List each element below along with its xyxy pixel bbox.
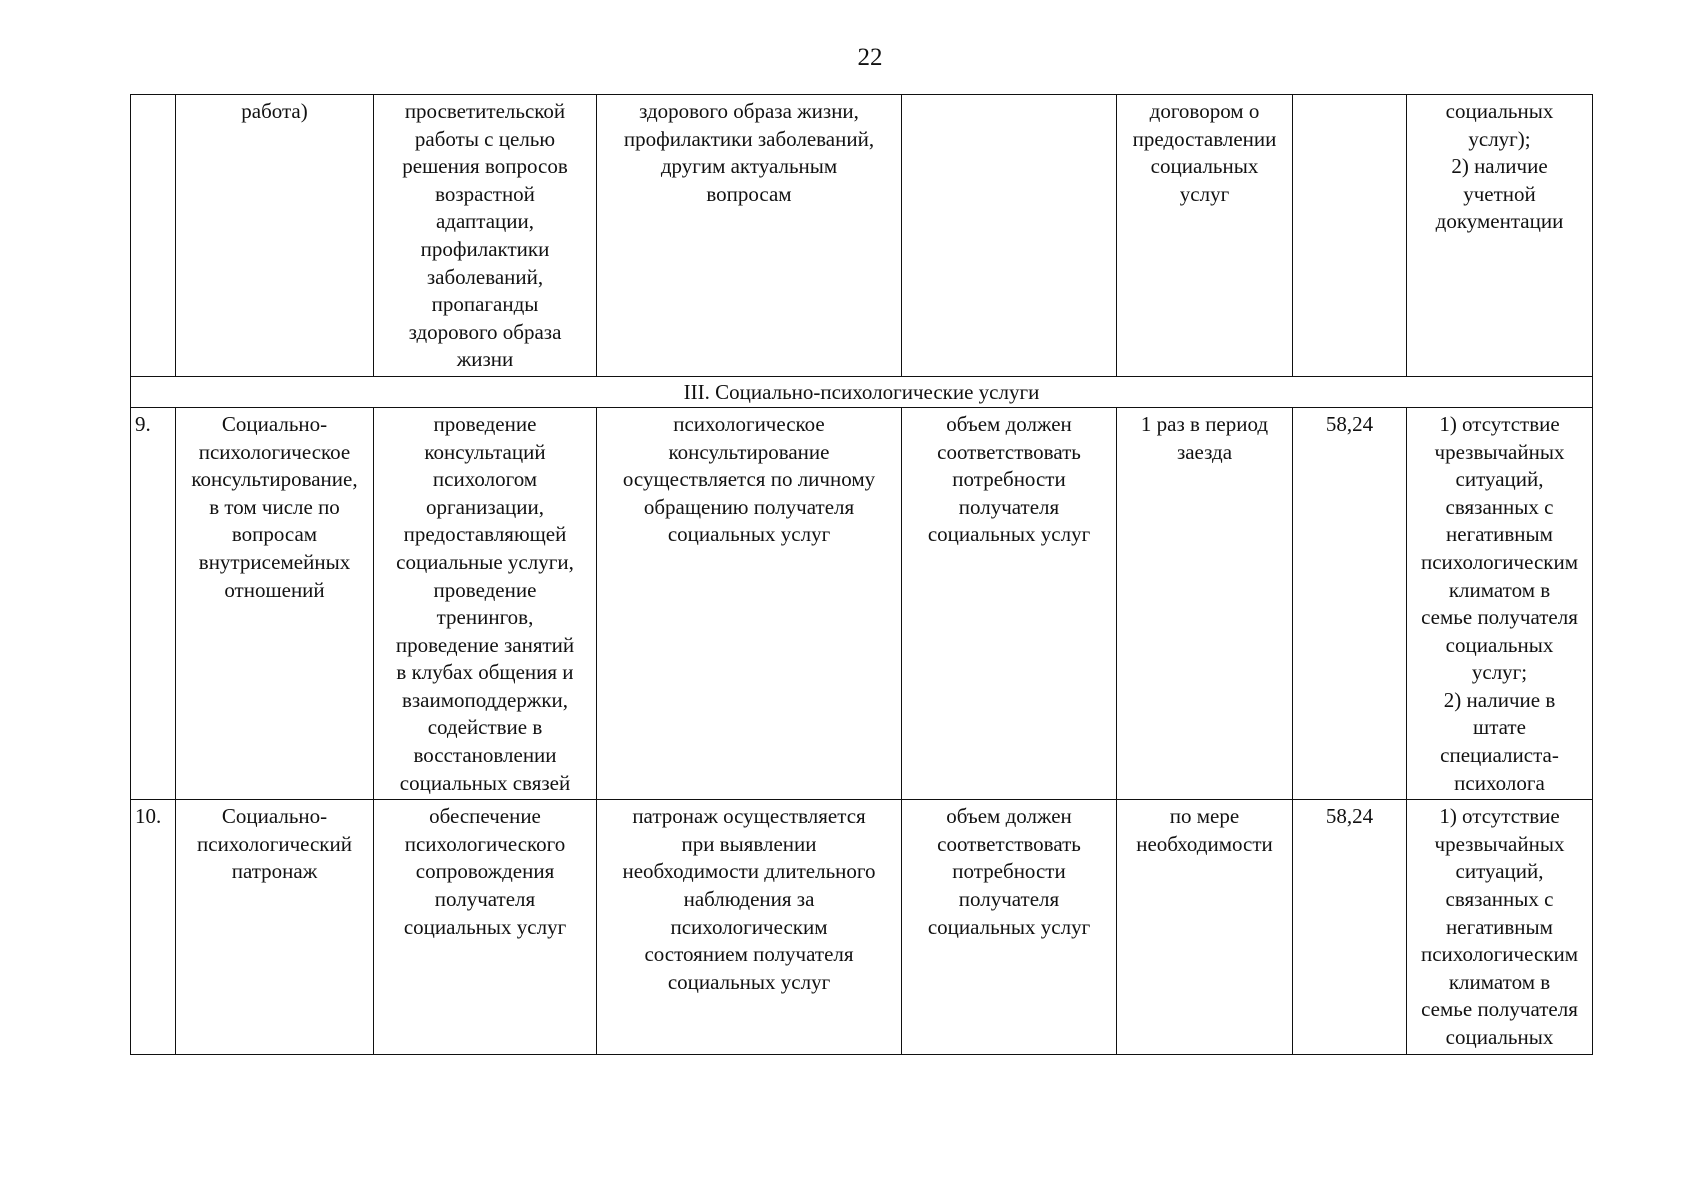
cell-service-content: обеспечение психологического сопровождения получателя социальных услуг	[374, 800, 597, 1054]
cell-number	[131, 95, 176, 377]
table-row-continuation	[131, 95, 1593, 377]
cell-service-description: патронаж осуществляется при выявлении необходимости длительного наблюдения за психологическим состоянием получателя социальных услуг	[597, 800, 902, 1054]
table-row	[131, 800, 1593, 1054]
section-title: III. Социально-психологические услуги	[131, 376, 1593, 407]
page-number: 22	[857, 44, 883, 71]
cell-service-volume: объем должен соответствовать потребности получателя социальных услуг	[902, 800, 1117, 1054]
cell-service-volume: объем должен соответствовать потребности получателя социальных услуг	[902, 407, 1117, 799]
cell-service-conditions: 1) отсутствие чрезвычайных ситуаций, связанных с негативным психологическим климатом в семье получателя социальных услуг; 2) наличие в штате специалиста- психолога	[1407, 407, 1593, 799]
cell-service-frequency: по мере необходимости	[1117, 800, 1293, 1054]
cell-service-name: работа)	[176, 95, 374, 377]
cell-service-frequency: 1 раз в период заезда	[1117, 407, 1293, 799]
cell-service-conditions: социальных услуг); 2) наличие учетной документации	[1407, 95, 1593, 377]
cell-service-price: 58,24	[1293, 407, 1407, 799]
cell-service-conditions: 1) отсутствие чрезвычайных ситуаций, связанных с негативным психологическим климатом в семье получателя социальных	[1407, 800, 1593, 1054]
cell-service-price: 58,24	[1293, 800, 1407, 1054]
cell-service-name: Социально- психологический патронаж	[176, 800, 374, 1054]
cell-service-content: проведение консультаций психологом организации, предоставляющей социальные услуги, проведение тренингов, проведение занятий в клубах общения и взаимоподдержки, содействие в восстановлении социальных связей	[374, 407, 597, 799]
services-table	[130, 94, 1593, 1055]
cell-service-name: Социально- психологическое консультирование, в том числе по вопросам внутрисемейных отношений	[176, 407, 374, 799]
cell-service-description: здорового образа жизни, профилактики заболеваний, другим актуальным вопросам	[597, 95, 902, 377]
cell-service-frequency: договором о предоставлении социальных услуг	[1117, 95, 1293, 377]
cell-number: 10.	[131, 800, 176, 1054]
cell-service-content: просветительской работы с целью решения вопросов возрастной адаптации, профилактики заболеваний, пропаганды здорового образа жизни	[374, 95, 597, 377]
cell-service-description: психологическое консультирование осуществляется по личному обращению получателя социальных услуг	[597, 407, 902, 799]
cell-number: 9.	[131, 407, 176, 799]
table-row	[131, 407, 1593, 799]
cell-service-volume	[902, 95, 1117, 377]
cell-service-price	[1293, 95, 1407, 377]
section-header-row	[131, 376, 1593, 407]
